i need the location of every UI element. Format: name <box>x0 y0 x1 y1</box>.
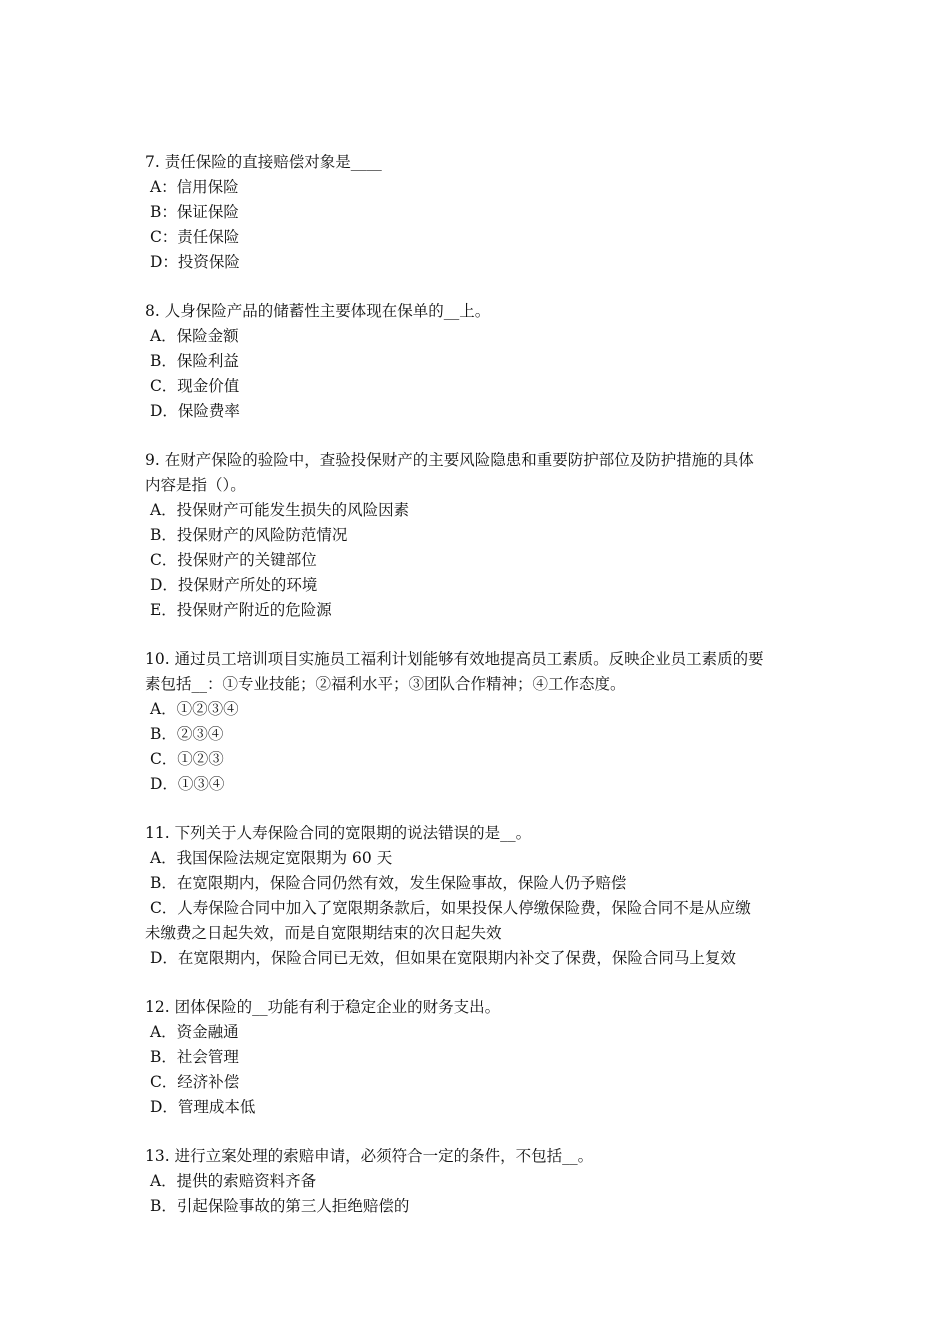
option-b: B．保险利益 <box>145 352 239 370</box>
option-c: C．经济补偿 <box>145 1073 240 1091</box>
option-a: A．我国保险法规定宽限期为 60 天 <box>145 849 393 867</box>
question-13 <box>145 1144 810 1219</box>
option-d: D．投保财产所处的环境 <box>145 576 318 594</box>
option-c: C．①②③ <box>145 750 224 768</box>
option-c: C．现金价值 <box>145 377 240 395</box>
option-a: A．①②③④ <box>145 700 239 718</box>
option-a: A．提供的索赔资料齐备 <box>145 1172 317 1190</box>
question-12 <box>145 995 810 1120</box>
question-stem-continued: 内容是指（）。 <box>145 476 246 494</box>
option-c-continued: 未缴费之日起失效，而是自宽限期结束的次日起失效 <box>145 924 502 942</box>
option-c: C：责任保险 <box>145 228 240 246</box>
option-d: D．管理成本低 <box>145 1098 256 1116</box>
option-b: B．引起保险事故的第三人拒绝赔偿的 <box>145 1197 410 1215</box>
question-stem: 11. 下列关于人寿保险合同的宽限期的说法错误的是__。 <box>145 824 532 842</box>
option-d: D：投资保险 <box>145 253 240 271</box>
question-stem: 9. 在财产保险的验险中，查验投保财产的主要风险隐患和重要防护部位及防护措施的具体 <box>145 451 754 469</box>
option-c: C．投保财产的关键部位 <box>145 551 317 569</box>
question-stem: 7. 责任保险的直接赔偿对象是____ <box>145 153 382 171</box>
option-d: D．保险费率 <box>145 402 240 420</box>
option-e: E．投保财产附近的危险源 <box>145 601 332 619</box>
option-d: D．①③④ <box>145 775 225 793</box>
question-11 <box>145 821 810 971</box>
option-b: B．投保财产的风险防范情况 <box>145 526 348 544</box>
question-8 <box>145 299 810 424</box>
option-a: A．资金融通 <box>145 1023 239 1041</box>
option-a: A．投保财产可能发生损失的风险因素 <box>145 501 410 519</box>
document-page <box>145 150 810 1243</box>
option-b: B：保证保险 <box>145 203 239 221</box>
option-d: D．在宽限期内，保险合同已无效，但如果在宽限期内补交了保费，保险合同马上复效 <box>145 949 736 967</box>
option-a: A．保险金额 <box>145 327 239 345</box>
option-a: A：信用保险 <box>145 178 239 196</box>
option-b: B．社会管理 <box>145 1048 239 1066</box>
question-stem: 8. 人身保险产品的储蓄性主要体现在保单的__上。 <box>145 302 491 320</box>
option-b: B．②③④ <box>145 725 224 743</box>
question-10 <box>145 647 810 797</box>
question-stem-continued: 素包括__：①专业技能；②福利水平；③团队合作精神；④工作态度。 <box>145 675 626 693</box>
question-stem: 10. 通过员工培训项目实施员工福利计划能够有效地提高员工素质。反映企业员工素质的要 <box>145 650 764 668</box>
option-c: C．人寿保险合同中加入了宽限期条款后，如果投保人停缴保险费，保险合同不是从应缴 <box>145 899 751 917</box>
option-b: B．在宽限期内，保险合同仍然有效，发生保险事故，保险人仍予赔偿 <box>145 874 627 892</box>
question-7 <box>145 150 810 275</box>
question-9 <box>145 448 810 623</box>
question-stem: 13. 进行立案处理的索赔申请，必须符合一定的条件，不包括__。 <box>145 1147 594 1165</box>
question-stem: 12. 团体保险的__功能有利于稳定企业的财务支出。 <box>145 998 501 1016</box>
